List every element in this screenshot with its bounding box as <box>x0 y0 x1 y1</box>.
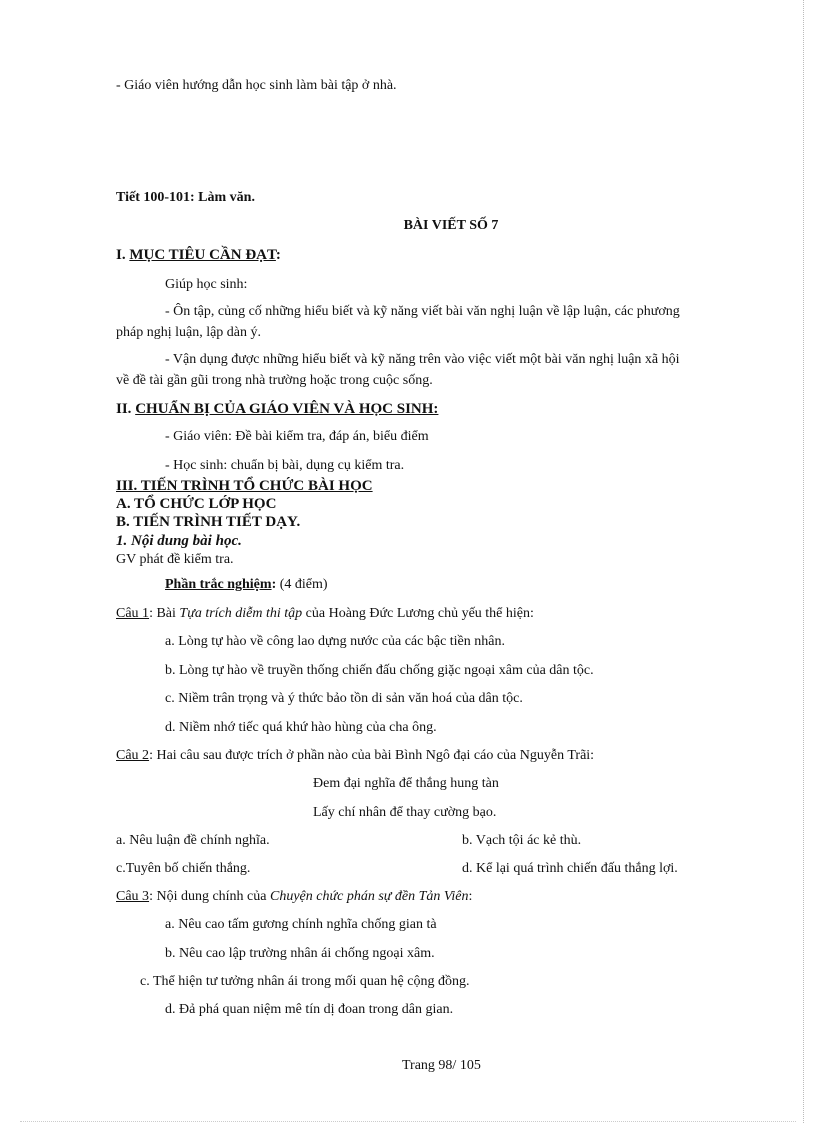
question-2-option-d: d. Kể lại quá trình chiến đấu thắng lợi. <box>462 861 678 876</box>
lesson-heading: Tiết 100-101: Làm văn. <box>116 190 255 205</box>
question-1-post: của Hoàng Đức Lương chủ yếu thể hiện: <box>302 606 534 621</box>
quiz-heading-colon: : <box>271 577 277 592</box>
section-2-teacher: - Giáo viên: Đề bài kiểm tra, đáp án, biểu điểm <box>165 429 429 444</box>
section-1-para2-line2: về đề tài gần gũi trong nhà trường hoặc trong cuộc sống. <box>116 373 433 388</box>
question-1-option-c: c. Niềm trân trọng và ý thức bảo tồn di sản văn hoá của dân tộc. <box>165 691 523 706</box>
section-1-colon: : <box>275 247 281 263</box>
page-edge <box>803 0 816 1123</box>
content-heading: 1. Nội dung bài học. <box>116 533 242 549</box>
question-3 <box>116 888 472 906</box>
section-3-b: B. TIẾN TRÌNH TIẾT DẠY. <box>116 514 301 530</box>
question-2-label: Câu 2 <box>116 748 150 763</box>
section-1-intro: Giúp học sinh: <box>165 277 248 292</box>
question-2-option-a: a. Nêu luận đề chính nghĩa. <box>116 833 270 848</box>
page-title: BÀI VIẾT SỐ 7 <box>403 218 499 233</box>
bottom-rule <box>20 1121 796 1122</box>
question-1-label: Câu 1 <box>116 606 150 621</box>
question-3-option-b: b. Nêu cao lập trường nhân ái chống ngoại xâm. <box>165 946 435 961</box>
section-1-para1-line1: - Ôn tập, củng cố những hiểu biết và kỹ năng viết bài văn nghị luận về lập luận, các phương <box>165 304 680 319</box>
question-2-text: : Hai câu sau được trích ở phần nào của bài Bình Ngô đại cáo của Nguyễn Trãi: <box>149 748 595 763</box>
question-1-pre: : Bài <box>149 606 180 621</box>
question-2-option-b: b. Vạch tội ác kẻ thù. <box>462 833 582 848</box>
question-1-option-d: d. Niềm nhớ tiếc quá khứ hào hùng của cha ông. <box>165 720 437 735</box>
quiz-points: (4 điểm) <box>276 577 328 592</box>
section-3-heading: III. TIẾN TRÌNH TỔ CHỨC BÀI HỌC <box>116 478 373 494</box>
question-2 <box>116 747 594 765</box>
page-footer: Trang 98/ 105 <box>402 1058 481 1073</box>
section-1-number: I. <box>116 247 130 263</box>
top-note: - Giáo viên hướng dẫn học sinh làm bài tập ở nhà. <box>116 78 397 93</box>
question-3-option-c: c. Thể hiện tư tưởng nhân ái trong mối quan hệ cộng đồng. <box>140 974 470 989</box>
section-1-heading <box>116 246 281 264</box>
question-3-option-d: d. Đả phá quan niệm mê tín dị đoan trong dân gian. <box>165 1002 454 1017</box>
question-2-option-c: c.Tuyên bố chiến thắng. <box>116 861 251 876</box>
section-2-heading <box>116 400 438 418</box>
section-2-number: II. <box>116 401 136 417</box>
section-2-student: - Học sinh: chuẩn bị bài, dụng cụ kiểm tra. <box>165 458 405 473</box>
question-3-work: Chuyện chức phán sự đền Tản Viên <box>269 889 469 904</box>
quiz-heading-label: Phần trắc nghiệm <box>165 577 272 592</box>
question-3-pre: : Nội dung chính của <box>149 889 270 904</box>
section-1-para1-line2: pháp nghị luận, lập dàn ý. <box>116 325 262 340</box>
question-1-option-a: a. Lòng tự hào về công lao dựng nước của các bậc tiền nhân. <box>165 634 505 649</box>
question-1 <box>116 605 534 623</box>
section-1-label: MỤC TIÊU CẦN ĐẠT <box>129 247 276 263</box>
question-1-work: Tựa trích diễm thi tập <box>179 606 303 621</box>
section-1-para2-line1: - Vận dụng được những hiểu biết và kỹ năng trên vào việc viết một bài văn nghị luận xã hội <box>165 352 680 367</box>
quiz-heading <box>165 576 328 594</box>
section-3-a: A. TỔ CHỨC LỚP HỌC <box>116 496 277 512</box>
question-2-verse-2: Lấy chí nhân để thay cường bạo. <box>313 805 497 820</box>
question-3-label: Câu 3 <box>116 889 150 904</box>
question-1-option-b: b. Lòng tự hào về truyền thống chiến đấu chống giặc ngoại xâm của dân tộc. <box>165 663 594 678</box>
question-3-option-a: a. Nêu cao tấm gương chính nghĩa chống gian tà <box>165 917 437 932</box>
gv-line: GV phát đề kiểm tra. <box>116 552 234 567</box>
question-2-verse-1: Đem đại nghĩa để thắng hung tàn <box>313 776 499 791</box>
section-2-label: CHUẨN BỊ CỦA GIÁO VIÊN VÀ HỌC SINH: <box>135 401 439 417</box>
question-3-post: : <box>468 889 473 904</box>
